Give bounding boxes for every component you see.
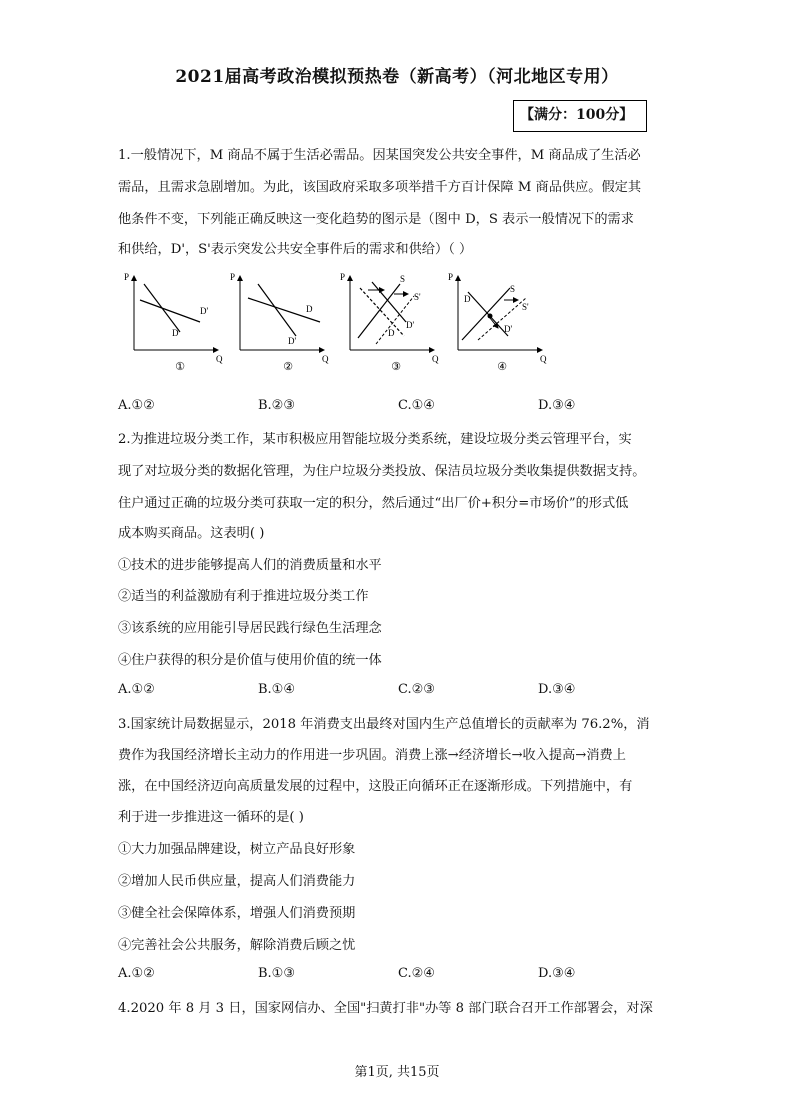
label-d: D	[306, 304, 313, 314]
label-s-prime: S'	[522, 302, 529, 312]
q1-graph-2	[226, 270, 329, 374]
q3-item-1: ①大力加强品牌建设，树立产品良好形象	[118, 842, 356, 857]
p-axis-label: P	[448, 272, 454, 282]
p-axis-label: P	[124, 272, 130, 282]
q1-line-4: 和供给，D'，S'表示突发公共安全事件后的需求和供给）（ ）	[118, 242, 473, 257]
q2-line-3: 住户通过正确的垃圾分类可获取一定的积分，然后通过“出厂价+积分=市场价”的形式低	[118, 496, 629, 511]
q3-item-3: ③健全社会保障体系，增强人们消费预期	[118, 906, 356, 921]
q2-line-2: 现了对垃圾分类的数据化管理，为住户垃圾分类投放、保洁员垃圾分类收集提供数据支持。	[118, 464, 646, 479]
page-footer: 第1页, 共15页	[354, 1065, 440, 1080]
q2-option-c[interactable]: C.②③	[398, 682, 435, 697]
q3-option-c[interactable]: C.②④	[398, 966, 435, 981]
q1-option-a[interactable]: A.①②	[118, 398, 155, 413]
p-axis-label: P	[340, 272, 346, 282]
q3-option-b[interactable]: B.①③	[258, 966, 295, 981]
q2-option-a[interactable]: A.①②	[118, 682, 155, 697]
label-d-prime: D'	[288, 336, 297, 346]
q-axis-label: Q	[540, 354, 547, 364]
q1-line-1: 1.一般情况下，M 商品不属于生活必需品。因某国突发公共安全事件，M 商品成了生活必	[118, 148, 641, 163]
q2-item-2: ②适当的利益激励有利于推进垃圾分类工作	[118, 589, 369, 604]
q3-line-1: 3.国家统计局数据显示，2018 年消费支出最终对国内生产总值增长的贡献率为 76.2%，消	[118, 717, 650, 732]
q2-item-4: ④住户获得的积分是价值与使用价值的统一体	[118, 653, 382, 668]
q1-graph-3	[336, 270, 439, 374]
exam-title: 2021届高考政治模拟预热卷（新高考）（河北地区专用）	[175, 67, 619, 87]
q2-line-4: 成本购买商品。这表明( )	[118, 526, 265, 541]
q3-line-2: 费作为我国经济增长主动力的作用进一步巩固。消费上涨→经济增长→收入提高→消费上	[118, 748, 626, 763]
curve-d-prime	[372, 282, 406, 322]
label-d-prime: D'	[504, 324, 513, 334]
q1-line-2: 需品，且需求急剧增加。为此，该国政府采取多项举措千方百计保障 M 商品供应。假定其	[118, 180, 642, 195]
q4-line-1: 4.2020 年 8 月 3 日，国家网信办、全国"扫黄打非"办等 8 部门联合召开工作部署会，对深	[118, 1001, 653, 1016]
q1-option-c[interactable]: C.①④	[398, 398, 435, 413]
equilibrium-point	[488, 314, 493, 319]
curve-d-prime	[258, 284, 296, 336]
q1-graph-4	[444, 270, 547, 374]
graph-number: ①	[175, 360, 185, 373]
label-d: D	[388, 328, 395, 338]
label-d-prime: D'	[200, 306, 209, 316]
graph-number: ④	[497, 360, 507, 373]
label-d-prime: D'	[406, 320, 415, 330]
label-d: D	[464, 294, 471, 304]
label-s-prime: S'	[414, 292, 421, 302]
q1-option-b[interactable]: B.②③	[258, 398, 295, 413]
q3-line-4: 利于进一步推进这一循环的是( )	[118, 810, 304, 825]
q3-option-a[interactable]: A.①②	[118, 966, 155, 981]
q1-line-3: 他条件不变，下列能正确反映这一变化趋势的图示是（图中 D，S 表示一般情况下的需求	[118, 212, 634, 227]
q3-item-2: ②增加人民币供应量，提高人们消费能力	[118, 874, 356, 889]
q2-option-b[interactable]: B.①④	[258, 682, 295, 697]
q2-item-3: ③该系统的应用能引导居民践行绿色生活理念	[118, 621, 382, 636]
q-axis-label: Q	[322, 354, 329, 364]
full-score-box: 【满分：100分】	[513, 100, 647, 132]
q2-option-d[interactable]: D.③④	[538, 682, 576, 697]
q-axis-label: Q	[432, 354, 439, 364]
graph-number: ②	[283, 360, 293, 373]
label-d: D	[172, 328, 179, 338]
q-axis-label: Q	[216, 354, 223, 364]
graph-number: ③	[391, 360, 401, 373]
label-s: S	[400, 274, 406, 284]
q2-line-1: 2.为推进垃圾分类工作，某市积极应用智能垃圾分类系统，建设垃圾分类云管理平台，实	[118, 432, 632, 447]
q3-item-4: ④完善社会公共服务，解除消费后顾之忧	[118, 938, 356, 953]
q3-line-3: 涨，在中国经济迈向高质量发展的过程中，这股正向循环正在逐渐形成。下列措施中，有	[118, 779, 633, 794]
q3-option-d[interactable]: D.③④	[538, 966, 576, 981]
q1-option-d[interactable]: D.③④	[538, 398, 576, 413]
curve-d	[468, 292, 508, 336]
q1-graph-1	[120, 270, 223, 374]
q2-item-1: ①技术的进步能够提高人们的消费质量和水平	[118, 558, 382, 573]
label-s: S	[510, 284, 516, 294]
curve-s-prime	[478, 298, 526, 340]
p-axis-label: P	[230, 272, 236, 282]
